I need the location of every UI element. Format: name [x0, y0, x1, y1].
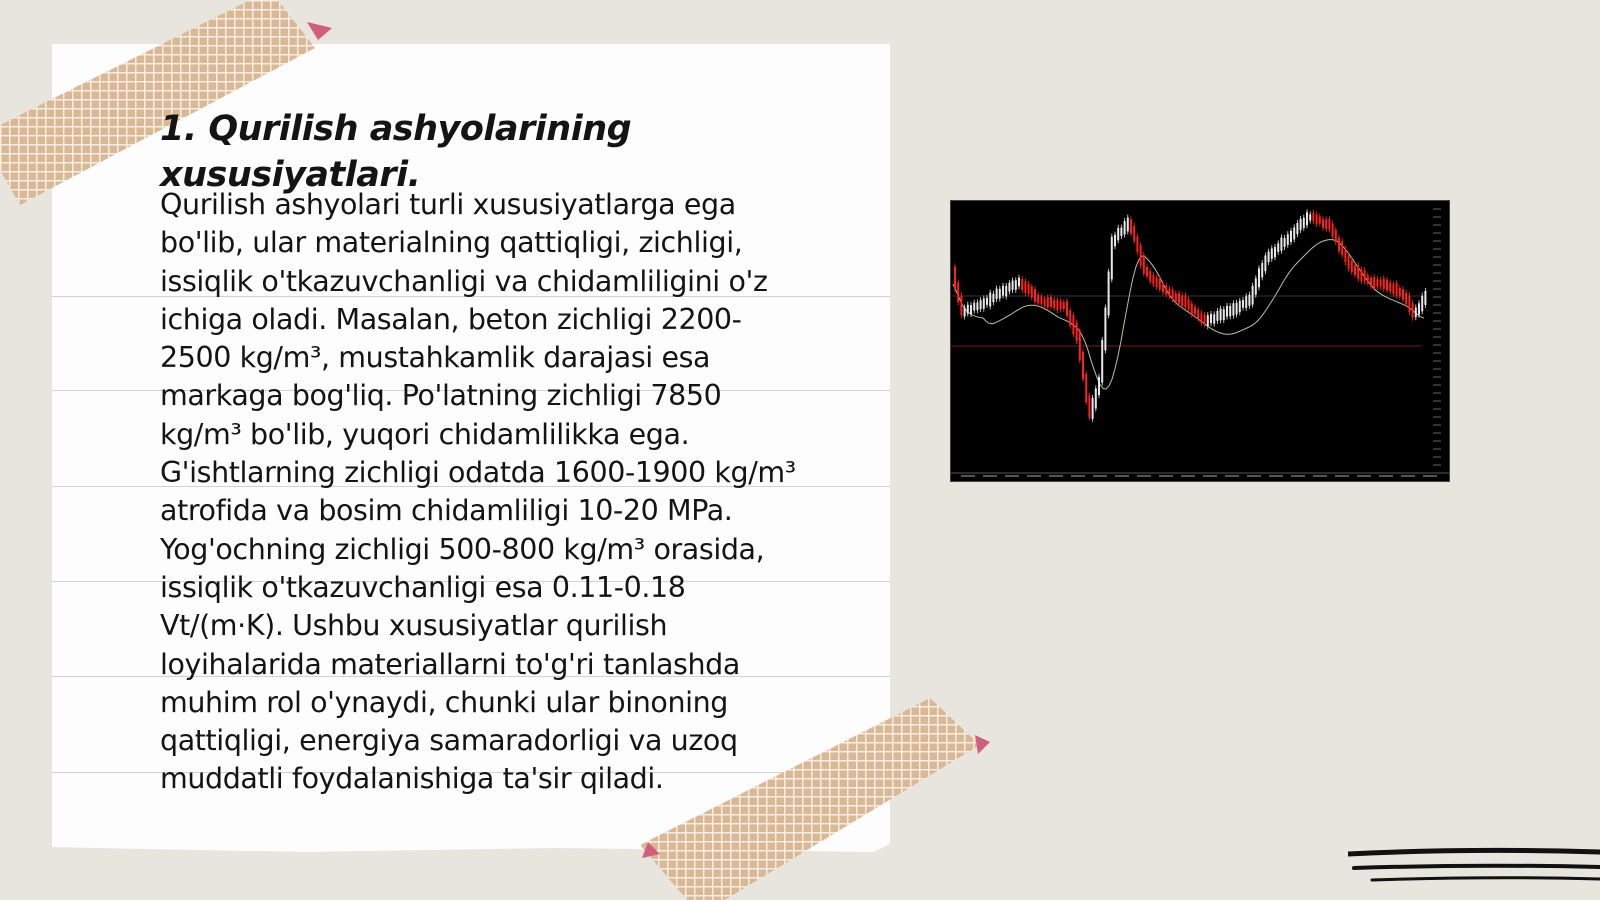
candle-body — [1392, 284, 1394, 293]
candle-body — [1232, 303, 1234, 315]
candle-body — [1376, 279, 1378, 286]
time-scale-tick — [1379, 475, 1393, 477]
candle-body — [1421, 296, 1423, 312]
time-scale-tick — [1335, 475, 1349, 477]
candle-body — [1095, 388, 1097, 408]
candle-body — [1261, 263, 1263, 277]
candle-body — [1040, 297, 1042, 304]
candle-body — [1245, 296, 1247, 308]
candle-body — [1008, 283, 1010, 292]
candle-body — [1280, 238, 1282, 251]
candle-body — [1191, 303, 1193, 314]
candle-body — [1159, 279, 1161, 290]
candle-body — [1402, 289, 1404, 300]
candle-body — [1124, 221, 1126, 234]
candle-body — [1143, 255, 1145, 274]
candle-body — [1114, 235, 1116, 246]
candle-body — [1108, 272, 1110, 316]
candle-body — [1060, 301, 1062, 309]
candle-body — [1306, 212, 1308, 225]
candle-body — [1274, 247, 1276, 257]
candle-body — [1175, 293, 1177, 302]
candle-body — [1024, 281, 1026, 293]
candle-body — [1408, 295, 1410, 312]
candle-body — [983, 298, 985, 308]
candle-body — [1216, 311, 1218, 321]
candle-body — [1412, 303, 1414, 318]
candle-body — [1162, 284, 1164, 292]
candle-body — [1063, 302, 1065, 309]
candle-body — [1088, 396, 1090, 418]
candle-body — [1255, 278, 1257, 294]
candle-body — [1092, 398, 1094, 419]
candle-body — [1389, 282, 1391, 291]
candle-body — [1031, 286, 1033, 297]
candle-body — [1207, 315, 1209, 326]
candle-body — [1239, 301, 1241, 312]
candle-body — [1223, 309, 1225, 320]
candle-body — [1316, 215, 1318, 224]
candle-body — [1293, 227, 1295, 239]
time-scale-tick — [1247, 475, 1261, 477]
candle-body — [1056, 300, 1058, 310]
candle-body — [1181, 295, 1183, 306]
candle-body — [1277, 243, 1279, 252]
candle-body — [1284, 238, 1286, 247]
candle-body — [1332, 224, 1334, 237]
candle-body — [1399, 288, 1401, 297]
candle-body — [1018, 278, 1020, 286]
candle-body — [1050, 297, 1052, 307]
time-scale-tick — [1093, 475, 1107, 477]
candle-body — [1156, 278, 1158, 287]
candle-body — [1303, 218, 1305, 228]
candle-body — [1213, 314, 1215, 323]
candle-body — [996, 288, 998, 299]
candle-body — [1344, 249, 1346, 263]
candlestick-chart — [951, 201, 1449, 481]
candle-body — [1047, 297, 1049, 307]
candle-body — [1229, 306, 1231, 316]
moving-average-line — [953, 240, 1424, 390]
candle-body — [1418, 303, 1420, 314]
candle-body — [1380, 280, 1382, 287]
candle-body — [1328, 219, 1330, 230]
time-scale-tick — [1071, 475, 1085, 477]
candle-body — [1341, 241, 1343, 255]
candle-body — [1021, 279, 1023, 290]
candle-body — [1373, 277, 1375, 288]
candle-body — [1037, 295, 1039, 304]
candle-body — [1258, 268, 1260, 287]
candle-body — [1357, 265, 1359, 279]
candle-body — [1079, 331, 1081, 361]
candle-body — [1136, 237, 1138, 252]
candle-body — [1424, 291, 1426, 305]
candle-body — [1300, 219, 1302, 230]
candle-body — [964, 308, 966, 317]
candle-body — [986, 298, 988, 305]
candle-body — [1172, 290, 1174, 299]
candle-body — [1117, 228, 1119, 240]
candle-body — [1271, 248, 1273, 259]
candle-body — [1140, 246, 1142, 266]
candle-body — [1335, 230, 1337, 242]
candle-body — [1044, 299, 1046, 305]
candle-body — [1264, 256, 1266, 272]
candle-body — [992, 294, 994, 302]
time-scale-tick — [1181, 475, 1195, 477]
candle-body — [1351, 261, 1353, 273]
time-scale-tick — [1401, 475, 1415, 477]
candle-body — [1005, 286, 1007, 297]
time-scale-tick — [1423, 475, 1437, 477]
candle-body — [1168, 289, 1170, 297]
candle-body — [1268, 252, 1270, 262]
candle-body — [1127, 218, 1129, 232]
candle-body — [1220, 309, 1222, 321]
candle-body — [1248, 295, 1250, 306]
candle-body — [1386, 280, 1388, 291]
candle-body — [1066, 301, 1068, 316]
time-scale-tick — [1115, 475, 1129, 477]
candle-body — [1348, 256, 1350, 269]
candle-body — [1085, 374, 1087, 402]
candle-body — [1364, 270, 1366, 281]
candle-body — [1012, 281, 1014, 290]
candle-body — [976, 302, 978, 310]
candle-body — [967, 305, 969, 314]
candle-body — [1204, 315, 1206, 324]
candle-body — [1015, 280, 1017, 290]
candle-body — [1312, 213, 1314, 222]
candle-body — [1188, 300, 1190, 310]
candle-body — [973, 303, 975, 311]
candle-body — [1076, 322, 1078, 341]
candle-body — [1149, 271, 1151, 281]
candle-body — [1133, 226, 1135, 241]
candle-body — [1287, 234, 1289, 245]
candle-body — [954, 267, 956, 290]
time-scale-tick — [983, 475, 997, 477]
candle-body — [1053, 300, 1055, 308]
candle-body — [1034, 289, 1036, 302]
candle-body — [1319, 217, 1321, 224]
time-scale-tick — [1313, 475, 1327, 477]
candle-body — [989, 293, 991, 307]
candle-body — [1415, 308, 1417, 318]
time-scale-tick — [1137, 475, 1151, 477]
candle-body — [999, 289, 1001, 299]
candle-body — [1072, 315, 1074, 334]
candle-body — [1069, 310, 1071, 326]
time-scale-tick — [961, 475, 975, 477]
candle-body — [1120, 228, 1122, 236]
time-scale-tick — [1225, 475, 1239, 477]
candle-body — [1098, 377, 1100, 395]
candle-body — [1360, 270, 1362, 282]
candle-body — [1178, 293, 1180, 303]
candle-body — [1146, 267, 1148, 276]
candle-body — [1322, 219, 1324, 228]
candle-body — [1197, 309, 1199, 318]
time-scale-tick — [1291, 475, 1305, 477]
candle-body — [1002, 286, 1004, 296]
time-scale-tick — [1269, 475, 1283, 477]
candle-body — [1194, 307, 1196, 315]
candle-body — [1405, 293, 1407, 304]
candle-body — [957, 282, 959, 302]
scribble-decoration — [1348, 846, 1600, 900]
candle-body — [1396, 283, 1398, 295]
time-scale-tick — [1005, 475, 1019, 477]
candle-body — [1338, 237, 1340, 251]
candle-body — [1200, 313, 1202, 323]
candle-body — [1325, 219, 1327, 229]
candle-body — [1165, 286, 1167, 295]
candle-body — [1252, 286, 1254, 305]
candle-body — [1152, 275, 1154, 284]
candle-body — [1242, 300, 1244, 308]
candle-body — [1367, 276, 1369, 284]
candle-body — [1290, 231, 1292, 242]
candle-body — [1210, 314, 1212, 323]
candle-body — [1354, 265, 1356, 275]
candle-body — [970, 305, 972, 314]
candle-body — [1028, 284, 1030, 294]
candle-body — [1226, 306, 1228, 317]
candle-body — [1236, 303, 1238, 315]
candle-body — [1104, 308, 1106, 351]
time-scale-tick — [1159, 475, 1173, 477]
candle-body — [1130, 219, 1132, 233]
candle-body — [1309, 214, 1311, 220]
candle-body — [980, 300, 982, 309]
slide-body-text: Qurilish ashyolari turli xususiyatlarga ega bo'lib, ular materialning qattiqligi, zichligi, issiqlik o'tkazuvchanligi va chidamliligini o'z ichiga oladi. Masalan, beton zichligi 2200-2500 kg/m³, mustahkamlik darajasi esa markaga bog'liq. Po'latning zichligi 7850 kg/m³ bo'lib, yuqori chidamlilikka ega. G'ishtlarning zichligi odatda 1600-1900 kg/m³ atrofida va bosim chidamliligi 10-20 MPa. Yog'ochning zichligi 500-800 kg/m³ orasida, issiqlik o'tkazuvchanligi esa 0.11-0.18 Vt/(m·K). Ushbu xususiyatlar qurilish loyihalarida materiallarni to'g'ri tanlashda muhim rol o'ynaydi, chunki ular binoning qattiqligi, energiya samaradorligi va uzoq muddatli foydalanishiga ta'sir qiladi. — [160, 188, 796, 796]
slide-title: 1. Qurilish ashyolarining xususiyatlari. — [160, 109, 632, 195]
price-chart-image — [950, 200, 1450, 482]
candle-body — [1101, 340, 1103, 383]
candle-body — [1082, 352, 1084, 380]
candle-body — [1296, 223, 1298, 234]
candle-body — [1111, 237, 1113, 280]
time-scale-tick — [1049, 475, 1063, 477]
candle-body — [1383, 278, 1385, 289]
candle-body — [1370, 278, 1372, 287]
candle-body — [960, 296, 962, 315]
time-scale-tick — [1027, 475, 1041, 477]
time-scale-tick — [1357, 475, 1371, 477]
time-scale-tick — [1203, 475, 1217, 477]
candle-body — [1184, 295, 1186, 307]
